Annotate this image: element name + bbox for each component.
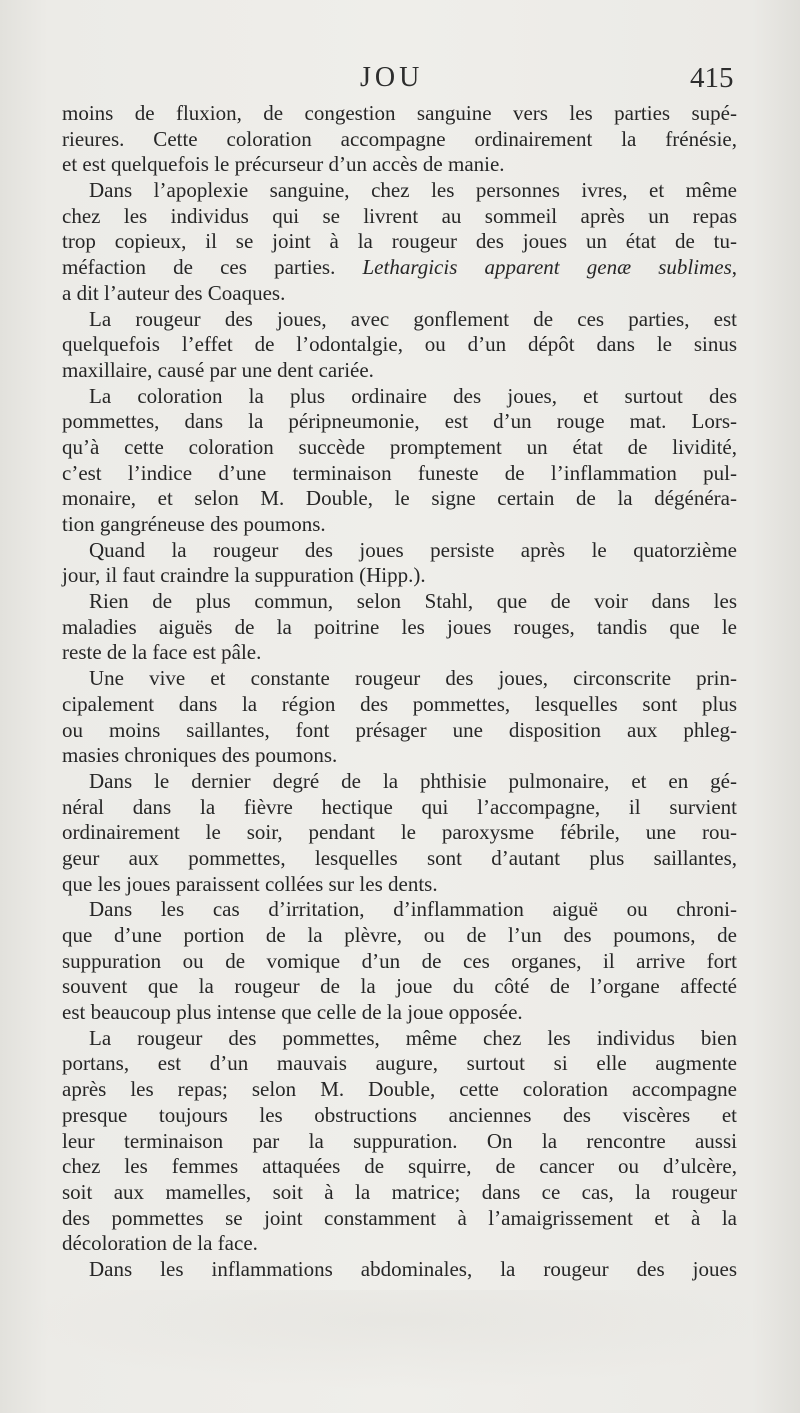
text-line: quelquefois l’effet de l’odontalgie, ou d’un dépôt dans le sinus bbox=[62, 332, 737, 357]
latin-quotation: Lethargicis apparent genæ sublimes bbox=[362, 255, 732, 280]
text-line: trop copieux, il se joint à la rougeur des joues un état de tu- bbox=[62, 229, 737, 254]
show-through-shadow bbox=[20, 1290, 780, 1390]
page-header bbox=[0, 62, 800, 102]
text-segment: , bbox=[731, 255, 738, 280]
text-line: moins de fluxion, de congestion sanguine vers les parties supé- bbox=[62, 101, 737, 125]
text-line: Rien de plus commun, selon Stahl, que de voir dans les bbox=[89, 589, 737, 614]
text-segment: méfaction de ces parties. bbox=[62, 255, 336, 280]
text-line: Quand la rougeur des joues persiste après le quatorzième bbox=[89, 537, 737, 562]
text-line: suppuration ou de vomique d’un de ces organes, il arrive fort bbox=[62, 948, 737, 973]
text-line: jour, il faut craindre la suppuration (Hipp.). bbox=[62, 563, 426, 588]
text-line: ordinairement le soir, pendant le paroxysme fébrile, une rou- bbox=[62, 820, 737, 845]
text-line: c’est l’indice d’une terminaison funeste de l’inflammation pul- bbox=[62, 460, 737, 485]
text-line: des pommettes se joint constamment à l’amaigrissement et à la bbox=[62, 1205, 737, 1230]
text-line: La coloration la plus ordinaire des joues, et surtout des bbox=[89, 383, 737, 408]
text-line: reste de la face est pâle. bbox=[62, 640, 262, 665]
text-line: Dans les cas d’irritation, d’inflammation aiguë ou chroni- bbox=[89, 897, 737, 922]
text-line: chez les individus qui se livrent au sommeil après un repas bbox=[62, 203, 737, 228]
text-line: geur aux pommettes, lesquelles sont d’autant plus saillantes, bbox=[62, 845, 737, 870]
text-line: La rougeur des joues, avec gonflement de ces parties, est bbox=[89, 306, 737, 331]
text-line: masies chroniques des poumons. bbox=[62, 743, 338, 768]
text-line: portans, est d’un mauvais augure, surtout si elle augmente bbox=[62, 1051, 737, 1076]
text-line: qu’à cette coloration succède promptement un état de lividité, bbox=[62, 434, 737, 459]
text-line: maxillaire, causé par une dent cariée. bbox=[62, 357, 374, 382]
text-line: Dans le dernier degré de la phthisie pulmonaire, et en gé- bbox=[89, 768, 737, 793]
text-line: Dans les inflammations abdominales, la rougeur des joues bbox=[89, 1256, 737, 1281]
body-text bbox=[62, 101, 737, 1283]
text-line: après les repas; selon M. Double, cette coloration accompagne bbox=[62, 1077, 737, 1102]
text-line: monaire, et selon M. Double, le signe certain de la dégénéra- bbox=[62, 486, 737, 511]
text-line: a dit l’auteur des Coaques. bbox=[62, 280, 286, 305]
text-line: que d’une portion de la plèvre, ou de l’un des poumons, de bbox=[62, 923, 737, 947]
text-line: chez les femmes attaquées de squirre, de cancer ou d’ulcère, bbox=[62, 1154, 737, 1179]
text-line: souvent que la rougeur de la joue du côté de l’organe affecté bbox=[62, 974, 737, 999]
text-line: ou moins saillantes, font présager une disposition aux phleg- bbox=[62, 717, 737, 742]
text-line: maladies aiguës de la poitrine les joues rouges, tandis que le bbox=[62, 614, 737, 639]
text-line: décoloration de la face. bbox=[62, 1231, 258, 1256]
text-line bbox=[62, 255, 737, 281]
text-line: cipalement dans la région des pommettes, lesquelles sont plus bbox=[62, 691, 737, 716]
text-line: néral dans la fièvre hectique qui l’accompagne, il survient bbox=[62, 794, 737, 819]
text-line: que les joues paraissent collées sur les dents. bbox=[62, 871, 438, 896]
text-line: presque toujours les obstructions anciennes des viscères et bbox=[62, 1102, 737, 1127]
running-head: JOU bbox=[360, 62, 424, 93]
text-line: soit aux mamelles, soit à la matrice; dans ce cas, la rougeur bbox=[62, 1179, 737, 1204]
text-line: tion gangréneuse des poumons. bbox=[62, 512, 326, 536]
text-line: pommettes, dans la péripneumonie, est d’un rouge mat. Lors- bbox=[62, 409, 737, 434]
text-line: Une vive et constante rougeur des joues, circonscrite prin- bbox=[89, 666, 737, 691]
text-line: leur terminaison par la suppuration. On la rencontre aussi bbox=[62, 1128, 737, 1153]
page-number: 415 bbox=[690, 62, 734, 94]
text-line: est beaucoup plus intense que celle de la joue opposée. bbox=[62, 1000, 523, 1025]
text-line: Dans l’apoplexie sanguine, chez les personnes ivres, et même bbox=[89, 178, 737, 203]
text-line: et est quelquefois le précurseur d’un accès de manie. bbox=[62, 152, 505, 177]
text-line: rieures. Cette coloration accompagne ordinairement la frénésie, bbox=[62, 126, 737, 151]
text-line: La rougeur des pommettes, même chez les individus bien bbox=[89, 1025, 737, 1050]
